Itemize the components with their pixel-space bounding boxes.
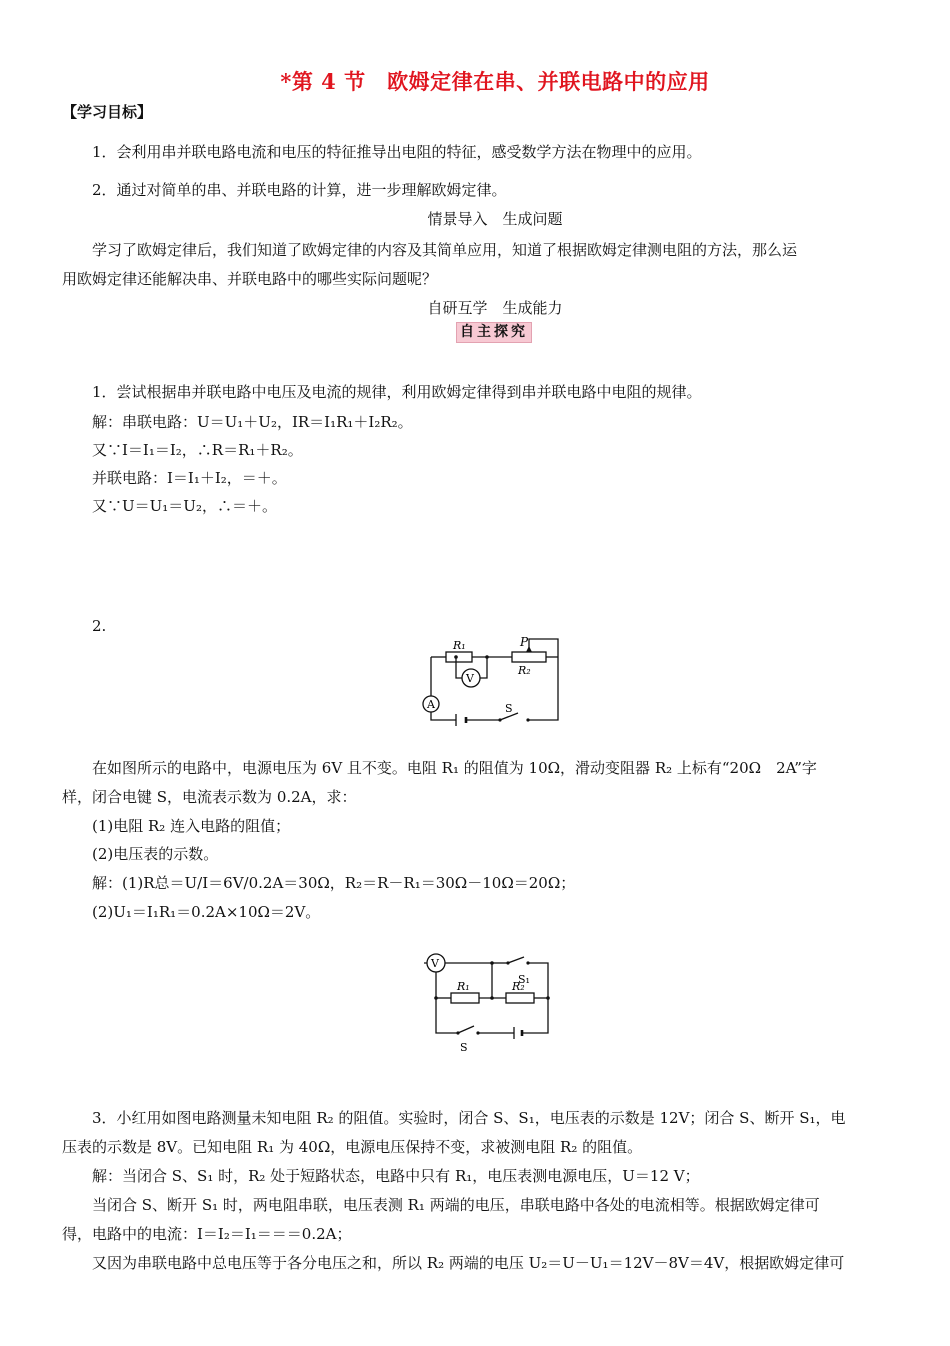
q2-answer-1: 解：(1)R总＝U/I＝6V/0.2A＝30Ω，R₂＝R－R₁＝30Ω－10Ω＝20Ω； <box>92 874 576 892</box>
objective-2: 2．通过对简单的串、并联电路的计算，进一步理解欧姆定律。 <box>92 181 507 199</box>
r1-label-2: R₁ <box>457 980 470 993</box>
ammeter-label: A <box>427 698 435 711</box>
q2-line-1: 在如图所示的电路中，电源电压为 6V 且不变。电阻 R₁ 的阻值为 10Ω，滑动变阻器 R₂ 上标有“20Ω 2A”字 <box>92 759 817 777</box>
q3-solution-1: 解：当闭合 S、S₁ 时，R₂ 处于短路状态，电路中只有 R₁，电压表测电源电压，U＝12 V； <box>92 1167 700 1185</box>
q2-sub-2: (2)电压表的示数。 <box>92 845 219 863</box>
q1-line-4: 又∵U＝U₁＝U₂，∴＝＋。 <box>92 497 277 515</box>
q1-line-1: 解：串联电路：U＝U₁＋U₂，IR＝I₁R₁＋I₂R₂。 <box>92 413 413 431</box>
q2-sub-1: (1)电阻 R₂ 连入电路的阻值； <box>92 817 291 835</box>
q1-line-3: 并联电路：I＝I₁＋I₂，＝＋。 <box>92 469 287 487</box>
r1-label: R₁ <box>453 639 466 652</box>
switch-s-label: S <box>505 702 513 715</box>
q1-question: 1．尝试根据串并联电路中电压及电流的规律，利用欧姆定律得到串并联电路中电阻的规律。 <box>92 383 702 401</box>
circuit-diagram-2 <box>424 953 558 1057</box>
q3-solution-4: 又因为串联电路中总电压等于各分电压之和，所以 R₂ 两端的电压 U₂＝U－U₁＝12V－8V＝4V，根据欧姆定律可 <box>92 1254 845 1272</box>
intro-line-2: 用欧姆定律还能解决串、并联电路中的哪些实际问题呢？ <box>62 270 438 288</box>
r2-label-2: R₂ <box>512 980 525 993</box>
q3-line-2: 压表的示数是 8V。已知电阻 R₁ 为 40Ω，电源电压保持不变，求被测电阻 R₂ 的阻值。 <box>62 1138 643 1156</box>
q2-number: 2. <box>92 617 107 635</box>
circuit-diagram-1 <box>418 632 568 728</box>
objectives-heading: 【学习目标】 <box>62 103 153 121</box>
q2-line-2: 样，闭合电键 S，电流表示数为 0.2A，求： <box>62 788 357 806</box>
q3-solution-2: 当闭合 S、断开 S₁ 时，两电阻串联，电压表测 R₁ 两端的电压，串联电路中各处的电流相等。根据欧姆定律可 <box>92 1196 820 1214</box>
r2-label: R₂ <box>518 664 531 677</box>
q3-solution-3: 得，电路中的电流：I＝I₂＝I₁＝＝＝0.2A； <box>62 1225 352 1243</box>
self-study-heading: 自研互学 生成能力 <box>427 299 563 317</box>
section-title: *第 4 节 欧姆定律在串、并联电路中的应用 <box>280 69 710 94</box>
objective-1: 1．会利用串并联电路电流和电压的特征推导出电阻的特征，感受数学方法在物理中的应用。 <box>92 143 702 161</box>
v-meter-label: V <box>431 957 439 970</box>
p-label: P <box>520 635 529 649</box>
scene-heading: 情景导入 生成问题 <box>427 210 563 228</box>
q2-answer-2: (2)U₁＝I₁R₁＝0.2A×10Ω＝2V。 <box>92 903 321 921</box>
intro-line-1: 学习了欧姆定律后，我们知道了欧姆定律的内容及其简单应用，知道了根据欧姆定律测电阻的方法，那么运 <box>92 241 798 259</box>
s1-label: S₁ <box>518 973 530 986</box>
self-explore-badge: 自主探究 <box>456 322 532 343</box>
q3-line-1: 3．小红用如图电路测量未知电阻 R₂ 的阻值。实验时，闭合 S、S₁，电压表的示数是 12V；闭合 S、断开 S₁，电 <box>92 1109 846 1127</box>
q1-line-2: 又∵I＝I₁＝I₂，∴R＝R₁＋R₂。 <box>92 441 303 459</box>
s-label: S <box>460 1041 468 1054</box>
voltmeter-label: V <box>466 672 474 685</box>
